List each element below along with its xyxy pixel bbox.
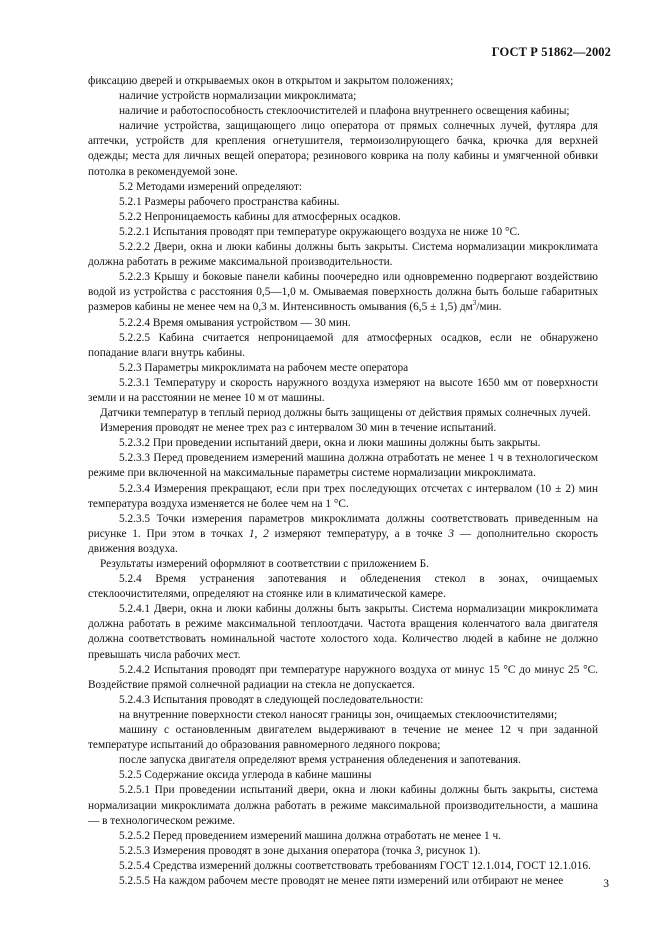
paragraph: 5.2 Методами измерений определяют: [119, 180, 303, 193]
paragraph-text: , рисунок 1). [420, 844, 481, 857]
paragraph: 5.2.3.2 При проведении испытаний двери, окна и люки машины должны быть закрыты. [119, 437, 541, 450]
paragraph: 5.2.2.4 Время омывания устройством — 30 мин. [119, 316, 351, 329]
italic-ref: 3 [414, 844, 421, 857]
paragraph [88, 844, 598, 859]
paragraph: машину с остановленным двигателем выдерживают в течение не менее 12 ч при заданной температуре испытаний до образования равномерного ледяного покрова; [88, 724, 598, 752]
italic-ref: 3 [448, 527, 454, 540]
paragraph [88, 270, 598, 315]
paragraph: 5.2.4.2 Испытания проводят при температуре наружного воздуха от минус 15 °С до минус 25 °С. Воздействие прямой солнечной радиации на стекла не допускается. [88, 663, 598, 691]
italic-ref: 1, 2 [248, 527, 269, 540]
paragraph: 5.2.5.5 На каждом рабочем месте проводят не менее пяти измерений или отбирают не менее [119, 874, 564, 887]
paragraph: на внутренние поверхности стекол наносят границы зон, очищаемых стеклоочистителями; [119, 708, 558, 721]
paragraph-text: 5.2.5.3 Измерения проводят в зоне дыхания оператора (точка [119, 844, 415, 857]
paragraph: 5.2.4 Время устранения запотевания и обледенения стекол в зонах, очищаемых стеклоочистителями, определяют на стоянке или в климатической камере. [88, 573, 598, 601]
paragraph: фиксацию дверей и открываемых окон в открытом и закрытом положениях; [88, 75, 454, 87]
paragraph: Результаты измерений оформляют в соответствии с приложением Б. [100, 558, 429, 570]
document-body [88, 74, 598, 889]
paragraph: наличие устройств нормализации микроклимата; [119, 90, 357, 103]
paragraph: 5.2.2.2 Двери, окна и люки кабины должны быть закрыты. Система нормализации микроклимата должна работать в режиме максимальной производительности. [88, 241, 598, 269]
paragraph: 5.2.3.4 Измерения прекращают, если при трех последующих отсчетах с интервалом (10 ± 2) мин температура воздуха изменяется не более чем на 1 °С. [88, 482, 598, 510]
document-header: ГОСТ Р 51862—2002 [491, 45, 611, 59]
paragraph: 5.2.3.1 Температуру и скорость наружного воздуха измеряют на высоте 1650 мм от поверхности земли и на расстоянии не менее 10 м от машины. [88, 376, 598, 404]
paragraph: 5.2.5 Содержание оксида углерода в кабине машины [119, 769, 372, 782]
paragraph: Измерения проводят не менее трех раз с интервалом 30 мин в течение испытаний. [100, 422, 497, 435]
paragraph-text: /мин. [476, 301, 502, 314]
paragraph: 5.2.2.5 Кабина считается непроницаемой для атмосферных осадков, если не обнаружено попадание влаги внутрь кабины. [88, 331, 598, 359]
paragraph: 5.2.4.3 Испытания проводят в следующей последовательности: [119, 693, 424, 706]
paragraph: наличие и работоспособность стеклоочистителей и плафона внутреннего освещения кабины; [119, 105, 570, 118]
paragraph: 5.2.2 Непроницаемость кабины для атмосферных осадков. [119, 210, 401, 223]
paragraph: 5.2.3 Параметры микроклимата на рабочем месте оператора [119, 361, 409, 374]
page-number: 3 [603, 878, 609, 890]
paragraph: 5.2.1 Размеры рабочего пространства кабины. [119, 195, 340, 208]
superscript: 3 [472, 299, 477, 308]
paragraph-text: измеряют температуру, а в точке [268, 527, 449, 540]
paragraph: 5.2.2.1 Испытания проводят при температуре окружающего воздуха не ниже 10 °С. [119, 225, 520, 238]
paragraph-text: — дополнительно скорость движения воздуха. [88, 527, 599, 555]
paragraph: 5.2.5.4 Средства измерений должны соответствовать требованиям ГОСТ 12.1.014, ГОСТ 12.1.016. [119, 859, 591, 872]
paragraph [88, 512, 598, 557]
paragraph: 5.2.5.1 При проведении испытаний двери, окна и люки кабины должны быть закрыты, система нормализации микроклимата должна работать в режиме максимальной производительности, а машина — в технологическом режиме. [88, 784, 598, 827]
paragraph: 5.2.3.3 Перед проведением измерений машина должна отработать не менее 1 ч в технологическом режиме при включенной на максимальные параметры системе нормализации микроклимата. [88, 452, 598, 480]
paragraph: после запуска двигателя определяют время устранения обледенения и запотевания. [119, 754, 521, 767]
paragraph: Датчики температур в теплый период должны быть защищены от действия прямых солнечных лучей. [100, 407, 591, 420]
paragraph-text: 5.2.2.3 Крышу и боковые панели кабины поочередно или одновременно подвергают воздействию водой из устройства с расстояния 0,5—1,0 м. Омываемая поверхность должна быть больше габаритных размеров кабины не менее чем на 0,3 м. Интенсивность омывания (6,5 ± 1,5) дм [88, 271, 598, 314]
paragraph-text: 5.2.3.5 Точки измерения параметров микроклимата должны соответствовать приведенным на рисунке 1. При этом в точках [88, 512, 598, 540]
paragraph: 5.2.5.2 Перед проведением измерений машина должна отработать не менее 1 ч. [119, 829, 502, 842]
paragraph: 5.2.4.1 Двери, окна и люки кабины должны быть закрыты. Система нормализации микроклимата должна работать в режиме максимальной теплоотдачи. Частота вращения коленчатого вала двигателя должна соответствовать номинальной частоте холостого хода. Количество людей в кабине не должно превышать числа рабочих мест. [88, 603, 598, 661]
paragraph: наличие устройства, защищающего лицо оператора от прямых солнечных лучей, футляра для аптечки, устройств для крепления огнетушителя, термоизолирующего бачка, крючка для верхней одежды; места для личных вещей оператора; резинового коврика на полу кабины и умягченной обивки потолка в рекомендуемой зоне. [88, 120, 598, 178]
